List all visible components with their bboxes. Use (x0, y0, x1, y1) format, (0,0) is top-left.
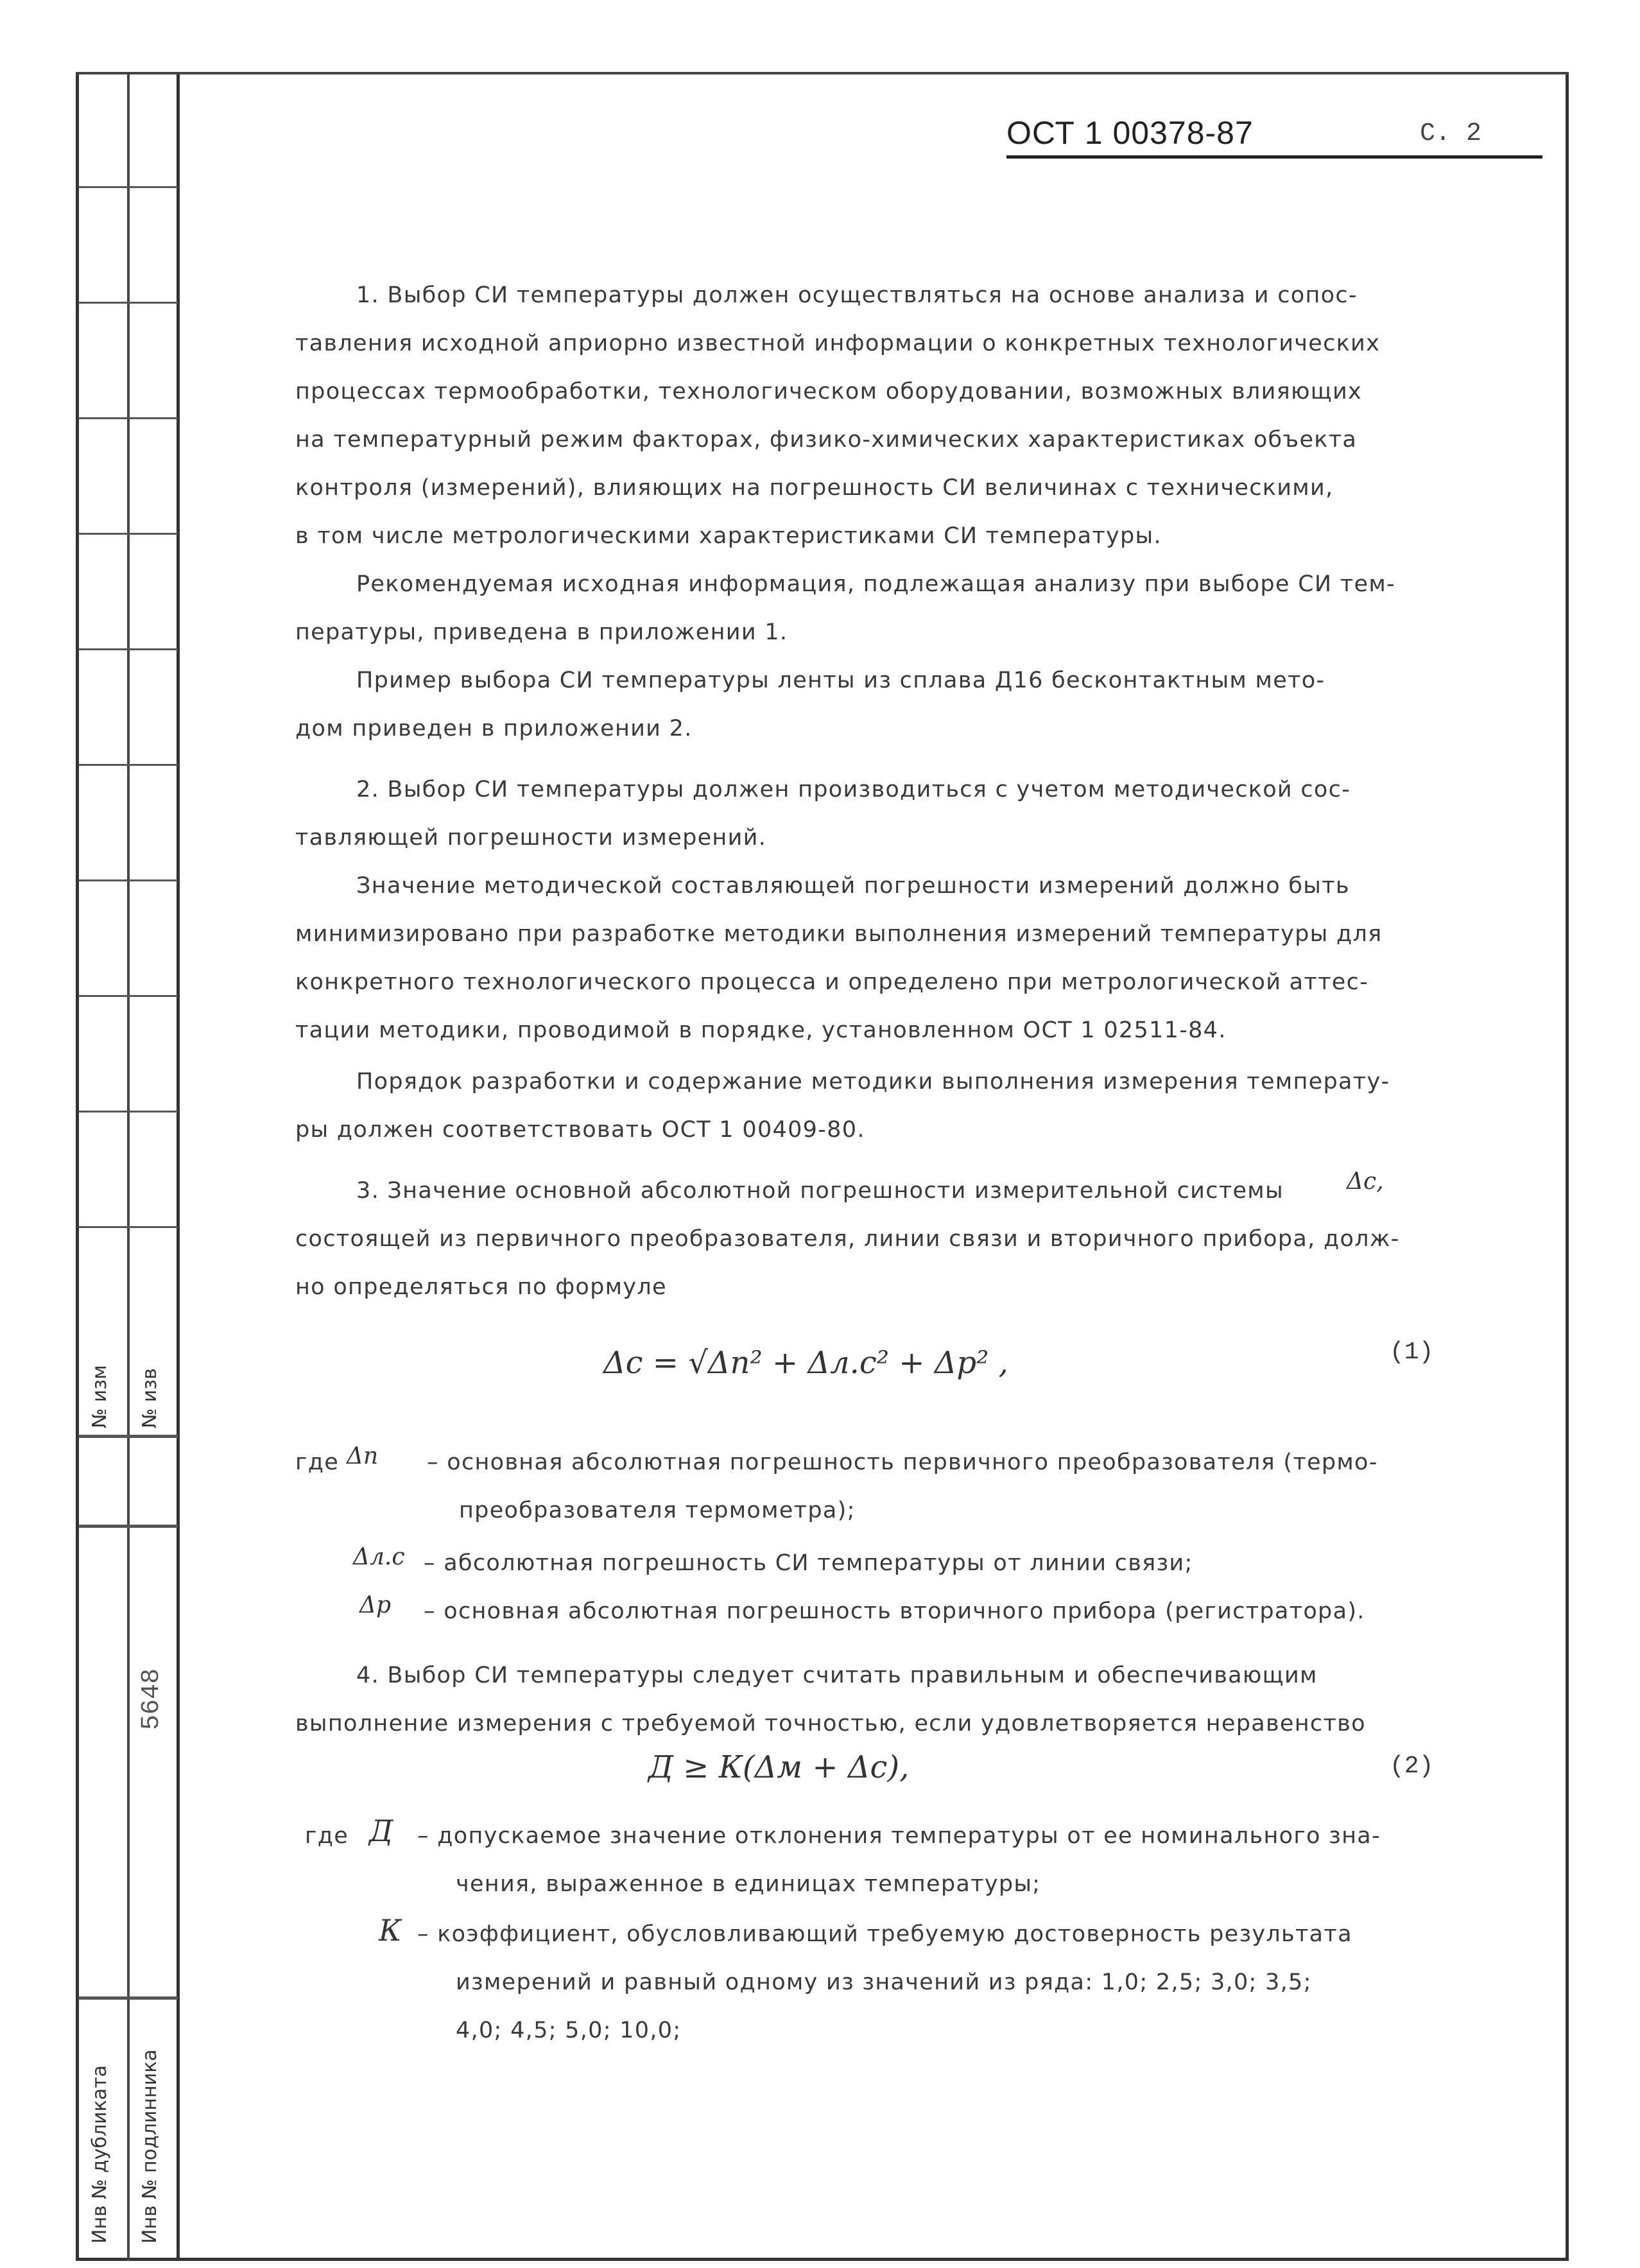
frame-left-border (76, 72, 79, 2261)
margin-row-line (78, 417, 178, 419)
formula-1: Δс = √Δп² + Δл.с² + Δр² , (603, 1345, 1008, 1381)
text-line: Порядок разработки и содержание методики выполнения измерения температу- (356, 1069, 1390, 1095)
d-symbol: Д (369, 1814, 393, 1848)
margin-row-line (78, 302, 178, 304)
formula-2-number: (2) (1390, 1753, 1434, 1780)
formula-1-number: (1) (1390, 1338, 1434, 1366)
margin-row-line (78, 1525, 178, 1528)
margin-row-line (78, 1996, 178, 2000)
text-line: – допускаемое значение отклонения температуры от ее номинального зна- (417, 1823, 1381, 1849)
text-line: – абсолютная погрешность СИ температуры от линии связи; (424, 1550, 1193, 1576)
k-symbol: К (379, 1913, 402, 1948)
content-right-border (1566, 72, 1569, 2261)
text-line: – основная абсолютная погрешность первичного преобразователя (термо- (427, 1450, 1378, 1475)
delta-c-symbol: Δс, (1347, 1168, 1384, 1195)
text-line: 4. Выбор СИ температуры следует считать правильным и обеспечивающим (356, 1663, 1318, 1688)
text-line: 3. Значение основной абсолютной погрешности измерительной системы (356, 1178, 1284, 1204)
text-line: на температурный режим факторах, физико-химических характеристиках объекта (295, 427, 1358, 453)
content-top-border (177, 72, 1569, 74)
text-line: минимизировано при разработке методики выполнения измерений температуры для (295, 921, 1383, 947)
margin-row-line (78, 995, 178, 997)
text-line: Значение методической составляющей погрешности измерений должно быть (356, 873, 1350, 899)
margin-row-line (78, 1111, 178, 1112)
text-line: дом приведен в приложении 2. (295, 716, 693, 741)
content-left-border (177, 72, 180, 2261)
text-line: Рекомендуемая исходная информация, подлежащая анализу при выборе СИ тем- (356, 571, 1395, 597)
margin-izm-label: № изм (89, 1365, 111, 1428)
frame-bottom-border (76, 2258, 1569, 2261)
delta-ls-symbol: Δл.с (353, 1544, 405, 1570)
text-line: преобразователя термометра); (459, 1498, 856, 1523)
text-line: в том числе метрологическими характеристиками СИ температуры. (295, 523, 1162, 549)
margin-row-line (78, 648, 178, 650)
margin-izv-label: № изв (139, 1368, 161, 1428)
text-line: процессах термообработки, технологическом оборудовании, возможных влияющих (295, 379, 1363, 404)
formula-2: Д ≥ К(Δм + Δс), (648, 1749, 910, 1785)
margin-row-line (78, 764, 178, 766)
text-line: пературы, приведена в приложении 1. (295, 619, 788, 645)
text-line: но определяться по формуле (295, 1274, 667, 1300)
text-line: выполнение измерения с требуемой точностью, если удовлетворяется неравенство (295, 1711, 1366, 1736)
margin-row-line (78, 186, 178, 188)
text-line: – коэффициент, обусловливающий требуемую достоверность результата (417, 1921, 1352, 1947)
document-code: ОСТ 1 00378-87 (1006, 115, 1254, 151)
text-line: 2. Выбор СИ температуры должен производиться с учетом методической сос- (356, 777, 1351, 802)
margin-inventory-number: 5648 (137, 1668, 166, 1730)
delta-r-symbol: Δр (359, 1592, 392, 1618)
margin-row-line (78, 533, 178, 535)
text-line: тации методики, проводимой в порядке, установленном ОСТ 1 02511-84. (295, 1017, 1227, 1043)
page-number: С. 2 (1420, 119, 1482, 148)
text-line: Пример выбора СИ температуры ленты из сплава Д16 бесконтактным мето- (356, 668, 1325, 693)
delta-p-symbol: Δп (347, 1443, 379, 1469)
text-line: чения, выраженное в единицах температуры; (456, 1871, 1041, 1897)
text-line: контроля (измерений), влияющих на погрешность СИ величинах с техническими, (295, 475, 1334, 501)
margin-podl-label: Инв № подлинника (139, 2049, 161, 2244)
header-underline (1006, 155, 1542, 159)
margin-column-divider (127, 72, 130, 2261)
text-line: конкретного технологического процесса и определено при метрологической аттес- (295, 969, 1369, 995)
where-label: где (305, 1823, 349, 1849)
margin-row-line (78, 1435, 178, 1438)
text-line: ры должен соответствовать ОСТ 1 00409-80. (295, 1117, 865, 1143)
text-line: 1. Выбор СИ температуры должен осуществляться на основе анализа и сопос- (356, 282, 1358, 308)
text-line: состоящей из первичного преобразователя, линии связи и вторичного прибора, долж- (295, 1226, 1400, 1252)
text-line: 4,0; 4,5; 5,0; 10,0; (456, 2018, 682, 2043)
text-line: измерений и равный одному из значений из ряда: 1,0; 2,5; 3,0; 3,5; (456, 1969, 1312, 1995)
text-line: тавления исходной априорно известной информации о конкретных технологических (295, 331, 1381, 356)
margin-row-line (78, 879, 178, 881)
margin-row-line (78, 1226, 178, 1228)
where-label: где (295, 1450, 340, 1475)
text-line: тавляющей погрешности измерений. (295, 825, 767, 851)
text-line: – основная абсолютная погрешность вторичного прибора (регистратора). (424, 1598, 1365, 1624)
margin-dubl-label: Инв № дубликата (89, 2065, 111, 2244)
